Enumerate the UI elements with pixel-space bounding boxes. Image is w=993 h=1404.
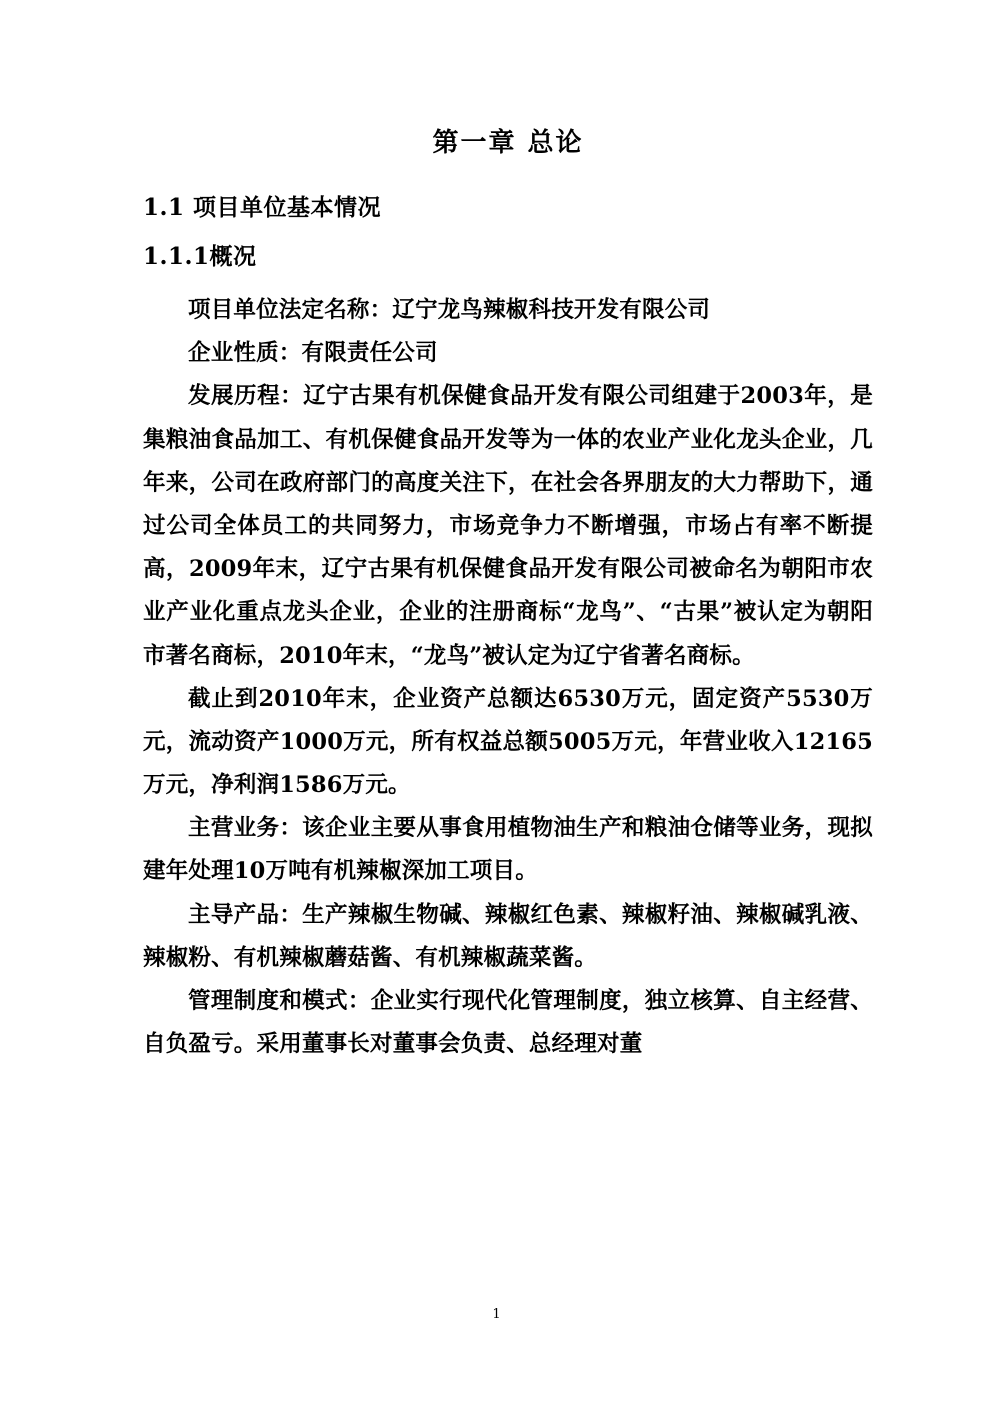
page-content — [143, 122, 873, 1066]
paragraph-development-history: 发展历程：辽宁古果有机保健食品开发有限公司组建于2003年，是集粮油食品加工、有机保健食品开发等为一体的农业产业化龙头企业，几年来，公司在政府部门的高度关注下，在社会各界朋友的大力帮助下，通过公司全体员工的共同努力，市场竞争力不断增强，市场占有率不断提高，2009年末，辽宁古果有机保健食品开发有限公司被命名为朝阳市农业产业化重点龙头企业，企业的注册商标“龙鸟”、“古果”被认定为朝阳市著名商标，2010年末，“龙鸟”被认定为辽宁省著名商标。 — [143, 383, 873, 669]
paragraph-legal-name: 项目单位法定名称：辽宁龙鸟辣椒科技开发有限公司 — [188, 297, 711, 323]
paragraph-main-business: 主营业务：该企业主要从事食用植物油生产和粮油仓储等业务，现拟建年处理10万吨有机辣椒深加工项目。 — [143, 815, 873, 885]
page-title: 第一章 总论 — [432, 128, 584, 158]
paragraph-main-products: 主导产品：生产辣椒生物碱、辣椒红色素、辣椒籽油、辣椒碱乳液、辣椒粉、有机辣椒蘑菇酱、有机辣椒蔬菜酱。 — [143, 901, 873, 971]
paragraph-assets-summary: 截止到2010年末，企业资产总额达6530万元，固定资产5530万元，流动资产1000万元，所有权益总额5005万元，年营业收入12165万元，净利润1586万元。 — [143, 685, 873, 799]
page-number: 1 — [492, 1307, 501, 1322]
paragraph-management-system: 管理制度和模式：企业实行现代化管理制度，独立核算、自主经营、自负盈亏。采用董事长对董事会负责、总经理对董 — [143, 988, 873, 1058]
section-heading-1-1: 1.1 项目单位基本情况 — [143, 194, 382, 221]
paragraph-enterprise-type: 企业性质：有限责任公司 — [188, 340, 438, 367]
subsection-heading-1-1-1: 1.1.1概况 — [143, 243, 257, 270]
